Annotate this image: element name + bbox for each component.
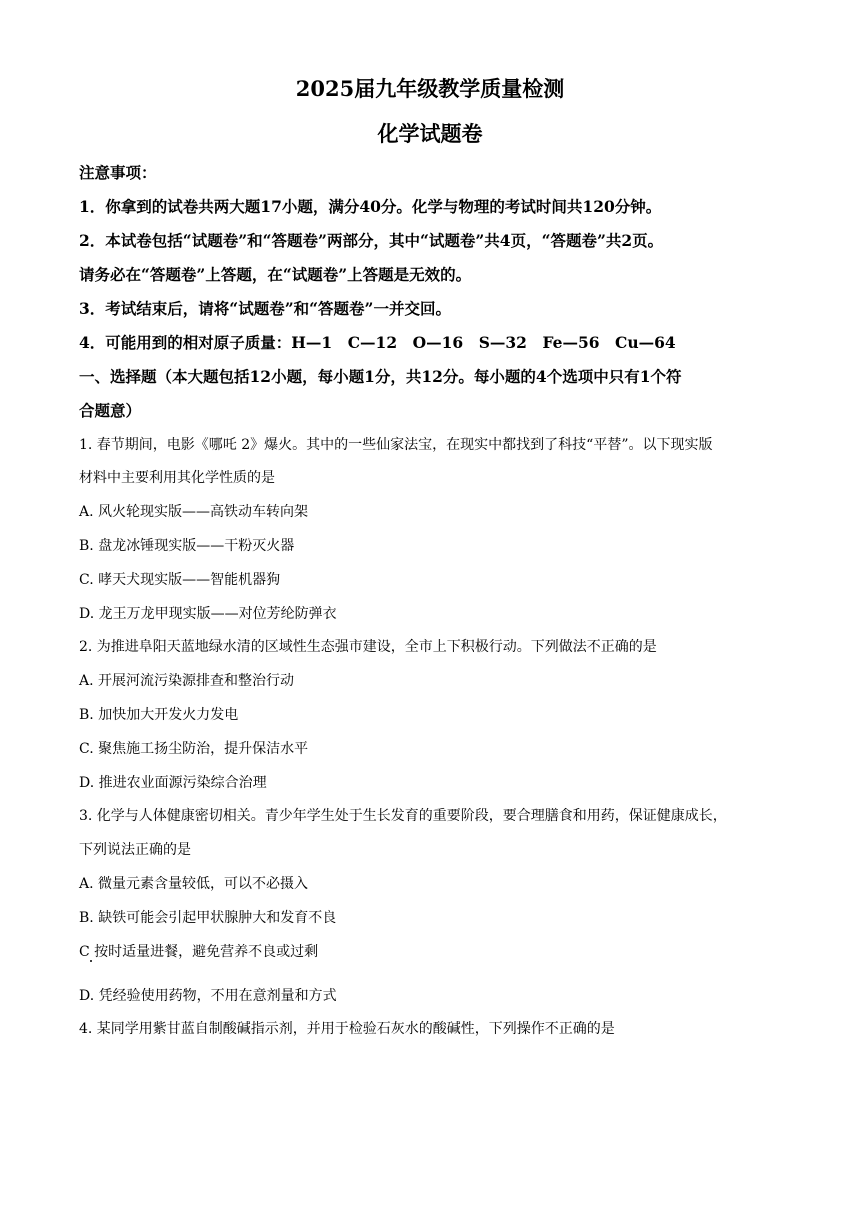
question-2-option-c: C. 聚焦施工扬尘防治，提升保洁水平 <box>79 741 309 757</box>
question-1-option-c: C. 哮天犬现实版——智能机器狗 <box>79 572 281 588</box>
section-heading-line-1: 一、选择题（本大题包括12小题，每小题1分，共12分。每小题的4个选项中只有1个符 <box>79 367 682 386</box>
notice-item-2-line-1: 2．本试卷包括“试题卷”和“答题卷”两部分，其中“试题卷”共4页，“答题卷”共2页。 <box>79 231 664 250</box>
question-3-stem-line-2: 下列说法正确的是 <box>79 842 191 858</box>
question-2-stem-line-1: 2. 为推进阜阳天蓝地绿水清的区域性生态强市建设，全市上下积极行动。下列做法不正确的是 <box>79 639 657 655</box>
exam-title: 2025届九年级教学质量检测 <box>295 76 565 101</box>
notice-item-4: 4．可能用到的相对原子质量：H—1 C—12 O—16 S—32 Fe—56 Cu—64 <box>79 333 676 352</box>
question-1-option-b: B. 盘龙冰锤现实版——干粉灭火器 <box>79 538 295 554</box>
question-3-option-c: C 按时适量进餐，避免营养不良或过剩 <box>79 944 319 960</box>
question-1-option-a: A. 风火轮现实版——高铁动车转向架 <box>79 504 309 520</box>
question-2-option-a: A. 开展河流污染源排查和整治行动 <box>79 673 295 689</box>
notice-item-3: 3．考试结束后，请将“试题卷”和“答题卷”一并交回。 <box>79 299 451 318</box>
section-heading-line-2: 合题意） <box>79 401 142 420</box>
question-3-option-a: A. 微量元素含量较低，可以不必摄入 <box>79 876 309 892</box>
question-1-option-d: D. 龙王万龙甲现实版——对位芳纶防弹衣 <box>79 606 337 622</box>
notice-item-1: 1．你拿到的试卷共两大题17小题，满分40分。化学与物理的考试时间共120分钟。 <box>79 197 662 216</box>
question-3-option-d: D. 凭经验使用药物，不用在意剂量和方式 <box>79 988 337 1004</box>
question-3-option-b: B. 缺铁可能会引起甲状腺肿大和发育不良 <box>79 910 337 926</box>
question-1-stem-line-2: 材料中主要利用其化学性质的是 <box>79 470 275 486</box>
stray-dot-mark <box>90 960 92 962</box>
notice-heading: 注意事项： <box>79 163 157 182</box>
notice-item-2-line-2: 请务必在“答题卷”上答题，在“试题卷”上答题是无效的。 <box>79 265 472 284</box>
question-2-option-b: B. 加快加大开发火力发电 <box>79 707 239 723</box>
question-3-stem-line-1: 3. 化学与人体健康密切相关。青少年学生处于生长发育的重要阶段，要合理膳食和用药，保证健康成长， <box>79 808 727 824</box>
question-1-stem-line-1: 1. 春节期间，电影《哪吒 2》爆火。其中的一些仙家法宝，在现实中都找到了科技“平替”。以下现实版 <box>79 437 713 453</box>
question-4-stem-line-1: 4. 某同学用紫甘蓝自制酸碱指示剂，并用于检验石灰水的酸碱性，下列操作不正确的是 <box>79 1021 615 1037</box>
exam-subtitle: 化学试题卷 <box>377 121 483 146</box>
question-2-option-d: D. 推进农业面源污染综合治理 <box>79 775 267 791</box>
